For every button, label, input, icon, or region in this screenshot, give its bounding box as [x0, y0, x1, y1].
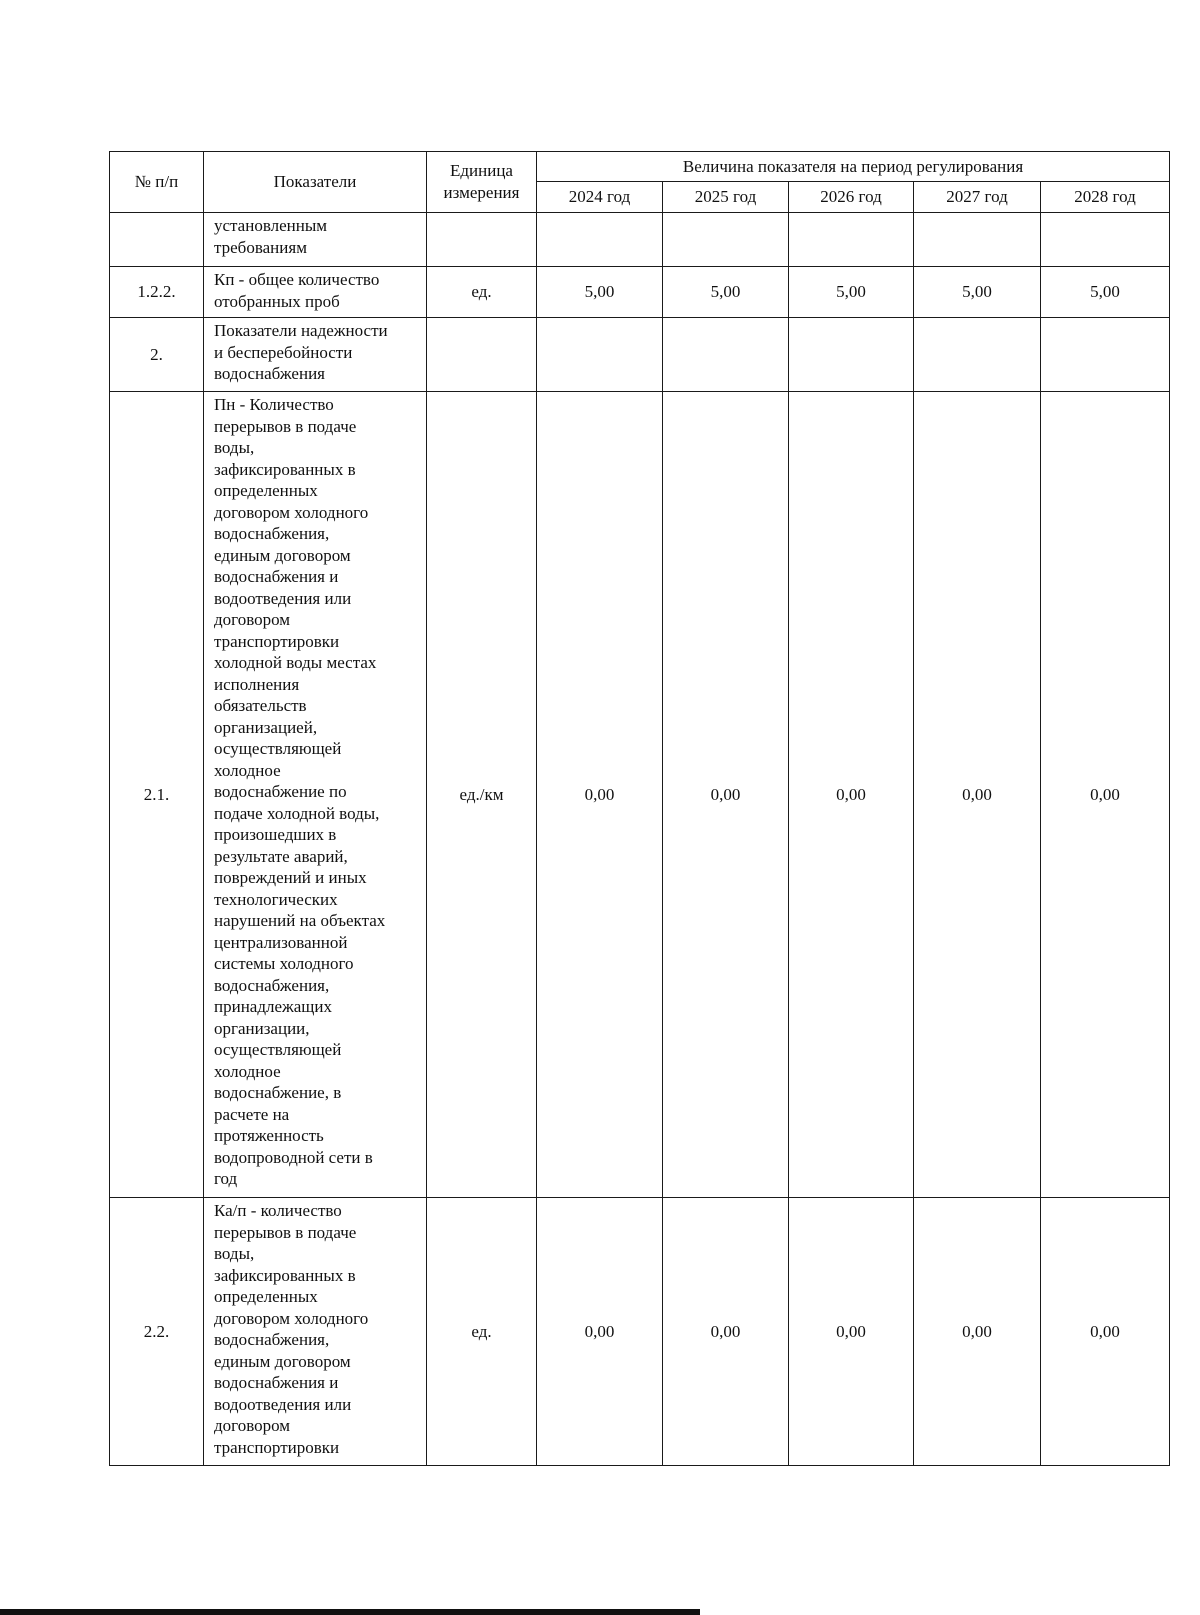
- table-body: [110, 213, 1170, 1466]
- header-year: 2027 год: [914, 182, 1041, 213]
- row-value: [914, 213, 1041, 267]
- row-value: 0,00: [1041, 392, 1170, 1198]
- row-value: [537, 318, 663, 392]
- row-value: [789, 318, 914, 392]
- row-value: [537, 213, 663, 267]
- row-value: [663, 213, 789, 267]
- header-year: 2024 год: [537, 182, 663, 213]
- table-row: [110, 318, 1170, 392]
- row-value: 0,00: [914, 392, 1041, 1198]
- row-indicator-text: установленным требованиям: [214, 216, 328, 257]
- row-unit: [427, 213, 537, 267]
- row-value: [1041, 213, 1170, 267]
- header-year: 2028 год: [1041, 182, 1170, 213]
- table-row: [110, 213, 1170, 267]
- row-num: 2.: [110, 318, 204, 392]
- row-value: 0,00: [914, 1198, 1041, 1466]
- row-unit: ед./км: [427, 392, 537, 1198]
- row-unit: ед.: [427, 267, 537, 318]
- table-row: [110, 1198, 1170, 1466]
- table-row: [110, 267, 1170, 318]
- row-value: 5,00: [663, 267, 789, 318]
- indicators-table: [109, 151, 1170, 1466]
- row-value: 0,00: [789, 1198, 914, 1466]
- header-period: Величина показателя на период регулирования: [537, 152, 1170, 182]
- row-value: [663, 318, 789, 392]
- row-indicator: [204, 213, 427, 267]
- header-indicator: Показатели: [204, 152, 427, 213]
- table-row: [110, 392, 1170, 1198]
- header-year: 2025 год: [663, 182, 789, 213]
- row-value: 5,00: [789, 267, 914, 318]
- row-unit: ед.: [427, 1198, 537, 1466]
- row-value: 0,00: [663, 392, 789, 1198]
- row-indicator: [204, 318, 427, 392]
- scan-edge-line: [0, 1609, 700, 1615]
- row-indicator: [204, 267, 427, 318]
- row-num: 2.2.: [110, 1198, 204, 1466]
- row-indicator: [204, 392, 427, 1198]
- row-value: 0,00: [1041, 1198, 1170, 1466]
- row-indicator-text: Показатели надежности и бесперебойности водоснабжения: [214, 321, 388, 383]
- row-num: 2.1.: [110, 392, 204, 1198]
- row-indicator: [204, 1198, 427, 1466]
- row-unit: [427, 318, 537, 392]
- row-value: 0,00: [663, 1198, 789, 1466]
- table-header: [110, 152, 1170, 213]
- row-value: [914, 318, 1041, 392]
- row-value: [1041, 318, 1170, 392]
- row-indicator-text: Пн - Количество перерывов в подаче воды, зафиксированных в определенных договором холодного водоснабжения, единым договором водоснабжения и водоотведения или договором транспортировки холодной воды местах исполнения обязательств организацией, осуществляющей холодное водоснабжение по подаче холодной воды, произошедших в результате аварий, повреждений и иных технологических нарушений на объектах централизованной системы холодного водоснабжения, принадлежащих организации, осуществляющей холодное водоснабжение, в расчете на протяженность водопроводной сети в год: [214, 395, 386, 1188]
- row-value: 0,00: [537, 1198, 663, 1466]
- header-unit: [427, 152, 537, 213]
- row-value: [789, 213, 914, 267]
- row-num: [110, 213, 204, 267]
- row-value: 0,00: [537, 392, 663, 1198]
- header-unit-label: Единица измерения: [443, 161, 520, 202]
- row-indicator-text: Кп - общее количество отобранных проб: [214, 270, 380, 311]
- row-value: 5,00: [537, 267, 663, 318]
- row-value: 5,00: [914, 267, 1041, 318]
- row-value: 5,00: [1041, 267, 1170, 318]
- row-indicator-text: Ка/п - количество перерывов в подаче воды, зафиксированных в определенных договором холодного водоснабжения, единым договором водоснабжения и водоотведения или договором транспортировки: [214, 1201, 369, 1457]
- row-value: 0,00: [789, 392, 914, 1198]
- row-num: 1.2.2.: [110, 267, 204, 318]
- header-num: № п/п: [110, 152, 204, 213]
- header-year: 2026 год: [789, 182, 914, 213]
